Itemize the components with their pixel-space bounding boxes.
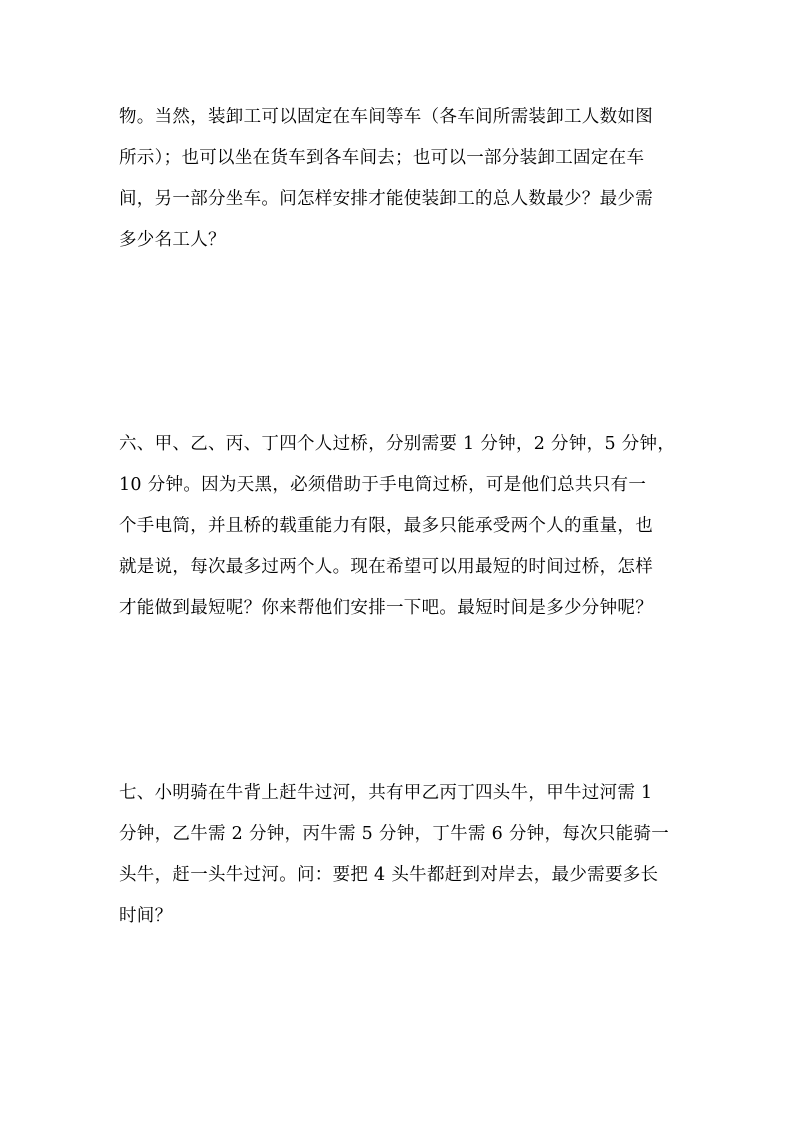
- text-line: 多少名工人？: [119, 230, 226, 250]
- text-line: 所示）；也可以坐在货车到各车间去；也可以一部分装卸工固定在车: [119, 148, 645, 168]
- text-line: 物。当然，装卸工可以固定在车间等车（各车间所需装卸工人数如图: [119, 107, 653, 127]
- text-line: 间，另一部分坐车。问怎样安排才能使装卸工的总人数最少？最少需: [119, 189, 653, 209]
- text-line: 10 分钟。因为天黑，必须借助于手电筒过桥，可是他们总共只有一: [119, 475, 647, 495]
- text-line: 六、甲、乙、丙、丁四个人过桥，分别需要 1 分钟，2 分钟，5 分钟，: [119, 434, 676, 454]
- paragraph-problem-5-continued: [119, 102, 679, 266]
- text-line: 时间？: [119, 906, 173, 926]
- text-line: 个手电筒，并且桥的载重能力有限，最多只能承受两个人的重量，也: [119, 516, 653, 536]
- text-line: 就是说，每次最多过两个人。现在希望可以用最短的时间过桥，怎样: [119, 557, 653, 577]
- text-line: 分钟，乙牛需 2 分钟，丙牛需 5 分钟，丁牛需 6 分钟，每次只能骑一: [119, 824, 670, 844]
- paragraph-problem-6: [119, 429, 679, 634]
- text-line: 七、小明骑在牛背上赶牛过河，共有甲乙丙丁四头牛，甲牛过河需 1: [119, 783, 653, 803]
- text-line: 头牛，赶一头牛过河。问：要把 4 头牛都赶到对岸去，最少需要多长: [119, 865, 659, 885]
- paragraph-problem-7: [119, 778, 679, 942]
- text-line: 才能做到最短呢？你来帮他们安排一下吧。最短时间是多少分钟呢？: [119, 598, 653, 618]
